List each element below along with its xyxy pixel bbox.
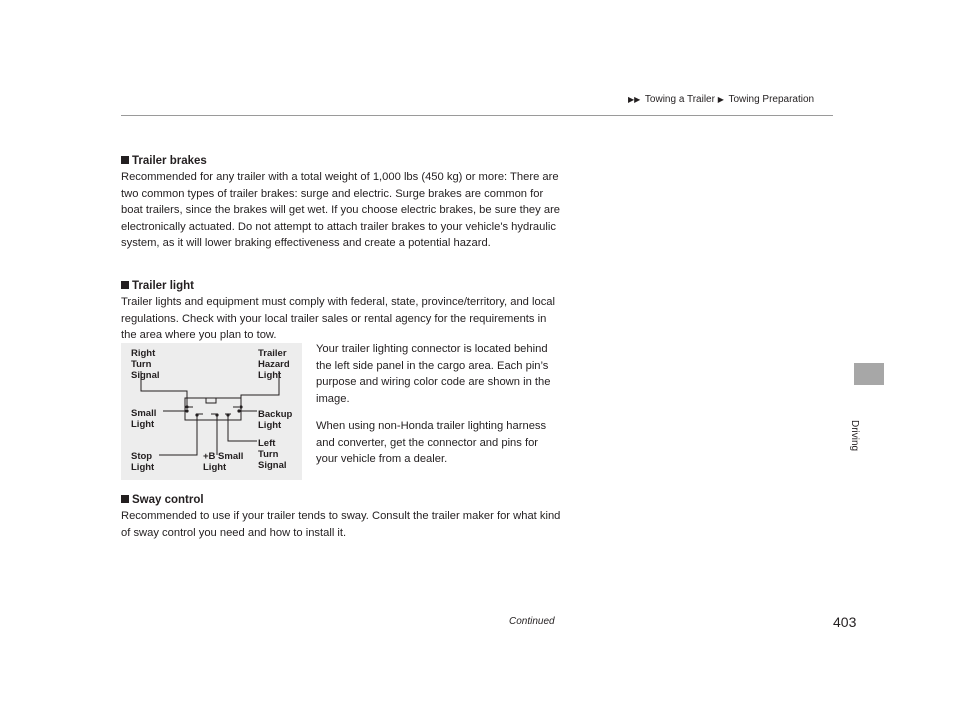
chapter-tab (854, 363, 884, 385)
connector-note-p1: Your trailer lighting connector is located behind the left side panel in the cargo area. Each pin’s purpose and wiring color code are shown in the image. (316, 343, 551, 405)
arrow-icon: ▶ (717, 95, 724, 104)
chapter-label: Driving (849, 420, 860, 452)
connector-note (316, 341, 556, 468)
label-small-light: Small Light (131, 408, 157, 430)
label-backup-light: Backup Light (258, 409, 293, 431)
breadcrumb-part-1: Towing a Trailer (644, 94, 715, 105)
section-title: Sway control (132, 494, 204, 506)
label-right-turn-signal: Right Turn Signal (131, 348, 160, 381)
section-title: Trailer brakes (132, 155, 207, 167)
connector-note-p2: When using non-Honda trailer lighting harness and converter, get the connector and pins for your vehicle from a dealer. (316, 420, 547, 465)
section-trailer-light (121, 278, 561, 344)
section-body: Recommended for any trailer with a total weight of 1,000 lbs (450 kg) or more: There are two common types of trailer brakes: surge and electric. Surge brakes are common for boat trailers, since the brakes will get wet. If you choose electric brakes, be sure they are electronically actuated. Do not attempt to attach trailer brakes to your vehicle's hydraulic system, as it will lower braking effectiveness and create a potential hazard. (121, 171, 561, 249)
section-title: Trailer light (132, 280, 194, 292)
section-sway-control (121, 492, 561, 541)
label-trailer-hazard-light: Trailer Hazard Light (258, 348, 290, 381)
bullet-square-icon (121, 281, 129, 289)
breadcrumb-part-2: Towing Preparation (728, 94, 815, 105)
section-body: Trailer lights and equipment must comply with federal, state, province/territory, and local regulations. Check with your local trailer sales or rental agency for the requirements in the area where you plan to tow. (121, 296, 556, 341)
bullet-square-icon (121, 156, 129, 164)
header-rule (121, 115, 833, 116)
double-arrow-icon: ▶▶ (628, 95, 641, 104)
breadcrumb (628, 94, 814, 105)
label-left-turn-signal: Left Turn Signal (258, 438, 287, 471)
section-body: Recommended to use if your trailer tends to sway. Consult the trailer maker for what kind of sway control you need and how to install it. (121, 510, 561, 539)
label-b-small-light: +B Small Light (203, 451, 244, 473)
bullet-square-icon (121, 495, 129, 503)
continued-label: Continued (509, 616, 555, 627)
connector-diagram (121, 343, 302, 480)
page-number: 403 (833, 614, 857, 630)
section-trailer-brakes (121, 153, 561, 252)
label-stop-light: Stop Light (131, 451, 155, 473)
